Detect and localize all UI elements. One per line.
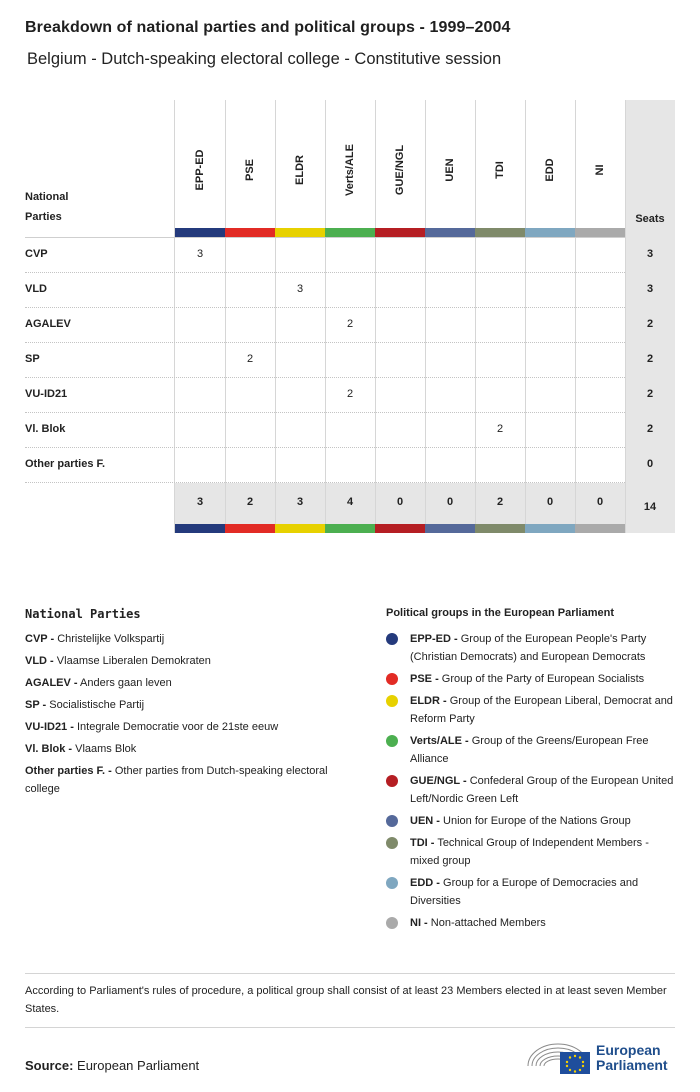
column-header: PSE [244,158,256,182]
political-group-legend-item [386,874,678,910]
rules-note: According to Parliament's rules of procedure, a political group shall consist of at least 23 Members elected in at least seven Member States. [25,985,667,1015]
legend-name: Anders gaan leven [80,677,172,689]
page-subtitle: Belgium - Dutch-speaking electoral college - Constitutive session [27,50,502,68]
total-cell: 0 [546,496,554,508]
legend-abbr: VLD - [25,655,54,667]
source-label: Source: [25,1058,74,1073]
group-color-bar [425,228,475,237]
parliament-hemicycle-icon [526,1036,592,1076]
group-color-dot-icon [386,633,398,645]
legend-name: Socialistische Partij [49,699,145,711]
seats-cell: 2 [646,353,654,365]
seats-cell: 3 [646,248,654,260]
row-label: AGALEV [25,318,71,330]
total-cell: 2 [246,496,254,508]
legend-name: Technical Group of Independent Members - mixed group [410,837,649,867]
group-color-dot-icon [386,917,398,929]
political-group-legend-item [386,630,678,666]
legend-abbr: Verts/ALE - [410,735,469,747]
national-parties-legend-title: National Parties [25,607,141,621]
legend-name: Group of the European Liberal, Democrat and Reform Party [410,695,673,725]
political-group-legend-item [386,914,678,932]
group-color-bar [425,524,475,533]
group-color-dot-icon [386,815,398,827]
group-color-bar [575,228,625,237]
legend-abbr: Other parties F. - [25,765,112,777]
total-cell: 3 [296,496,304,508]
seats-cell: 0 [646,458,654,470]
source-value: European Parliament [77,1058,200,1073]
legend-name: Confederal Group of the European United Left/Nordic Green Left [410,775,674,805]
seats-cell: 2 [646,318,654,330]
legend-abbr: UEN - [410,815,440,827]
group-color-bar [525,524,575,533]
national-party-legend-item [25,630,335,648]
legend-name: Vlaams Blok [75,743,137,755]
table-cell: 3 [196,248,204,260]
column-header: ELDR [294,155,306,185]
group-color-bar [525,228,575,237]
group-color-bar [175,228,225,237]
row-label: VU-ID21 [25,388,68,400]
national-party-legend-item [25,762,335,798]
total-cell: 3 [196,496,204,508]
group-color-dot-icon [386,775,398,787]
total-cell: 0 [396,496,404,508]
legend-name: Vlaamse Liberalen Demokraten [56,655,211,667]
column-header: EDD [544,158,556,182]
table-cell: 2 [246,353,254,365]
column-header: Verts/ALE [344,144,356,196]
note-divider-bottom [25,1027,675,1028]
legend-name: Group of the European People's Party (Christian Democrats) and European Democrats [410,633,647,663]
group-color-bar [575,524,625,533]
group-color-dot-icon [386,877,398,889]
breakdown-table [25,100,675,534]
row-separator [25,377,625,378]
group-color-bar [225,524,275,533]
column-header: NI [594,164,606,176]
legend-abbr: TDI - [410,837,435,849]
legend-abbr: EDD - [410,877,440,889]
political-group-legend-item [386,732,678,768]
group-color-dot-icon [386,735,398,747]
political-group-legend-item [386,692,678,728]
national-party-legend-item [25,718,335,736]
political-group-legend-item [386,812,678,830]
row-separator [25,272,625,273]
legend-name: Other parties from Dutch-speaking electoral college [25,765,328,795]
total-cell: 4 [346,496,354,508]
political-group-legend-item [386,772,678,808]
total-cell: 2 [496,496,504,508]
legend-name: Non-attached Members [430,917,546,929]
legend-abbr: VU-ID21 - [25,721,74,733]
table-cell: 2 [346,318,354,330]
total-seats-cell: 14 [643,501,657,513]
row-separator [25,447,625,448]
row-label: CVP [25,248,48,260]
national-party-legend-item [25,674,335,692]
group-color-bar [375,524,425,533]
column-header: UEN [444,158,456,182]
row-separator [25,307,625,308]
source-line [25,1058,199,1073]
legend-name: Integrale Democratie voor de 21ste eeuw [76,721,279,733]
national-party-legend-item [25,740,335,758]
seats-cell: 2 [646,388,654,400]
national-party-legend-item [25,696,335,714]
table-cell: 3 [296,283,304,295]
group-color-bar [375,228,425,237]
row-separator [25,342,625,343]
legend-abbr: CVP - [25,633,55,645]
legend-abbr: NI - [410,917,428,929]
legend-abbr: GUE/NGL - [410,775,467,787]
group-color-bar [275,524,325,533]
group-color-dot-icon [386,673,398,685]
national-parties-header: National Parties [25,191,69,223]
group-color-bar [225,228,275,237]
legend-name: Group of the Party of European Socialists [441,673,645,685]
political-groups-legend-title: Political groups in the European Parliament [386,607,614,619]
header-separator [25,237,625,238]
legend-abbr: ELDR - [410,695,447,707]
group-color-bar [475,524,525,533]
political-group-legend-item [386,834,678,870]
group-color-bar [475,228,525,237]
seats-cell: 2 [646,423,654,435]
national-parties-legend [25,630,335,802]
legend-name: Group for a Europe of Democracies and Diversities [410,877,639,907]
legend-abbr: SP - [25,699,47,711]
note-divider-top [25,973,675,974]
seats-header: Seats [635,213,665,225]
column-header: GUE/NGL [394,144,406,196]
row-separator [25,482,625,483]
legend-abbr: PSE - [410,673,439,685]
group-color-dot-icon [386,837,398,849]
legend-name: Christelijke Volkspartij [57,633,165,645]
row-label: SP [25,353,40,365]
group-color-dot-icon [386,695,398,707]
legend-abbr: AGALEV - [25,677,78,689]
legend-abbr: Vl. Blok - [25,743,73,755]
column-header: EPP-ED [194,149,206,191]
row-separator [25,412,625,413]
seats-cell: 3 [646,283,654,295]
page-title: Breakdown of national parties and political groups - 1999–2004 [25,19,511,36]
column-header: TDI [494,161,506,179]
row-label: Other parties F. [25,458,106,470]
legend-abbr: EPP-ED - [410,633,458,645]
political-groups-legend [386,630,678,936]
logo-text: European Parliament [596,1042,668,1073]
group-color-bar [175,524,225,533]
total-cell: 0 [446,496,454,508]
legend-name: Union for Europe of the Nations Group [443,815,631,827]
row-label: Vl. Blok [25,423,66,435]
european-parliament-logo [526,1036,676,1076]
total-cell: 0 [596,496,604,508]
table-cell: 2 [346,388,354,400]
national-party-legend-item [25,652,335,670]
group-color-bar [325,524,375,533]
table-cell: 2 [496,423,504,435]
group-color-bar [325,228,375,237]
political-group-legend-item [386,670,678,688]
group-color-bar [275,228,325,237]
legend-name: Group of the Greens/European Free Alliance [410,735,649,765]
row-label: VLD [25,283,47,295]
